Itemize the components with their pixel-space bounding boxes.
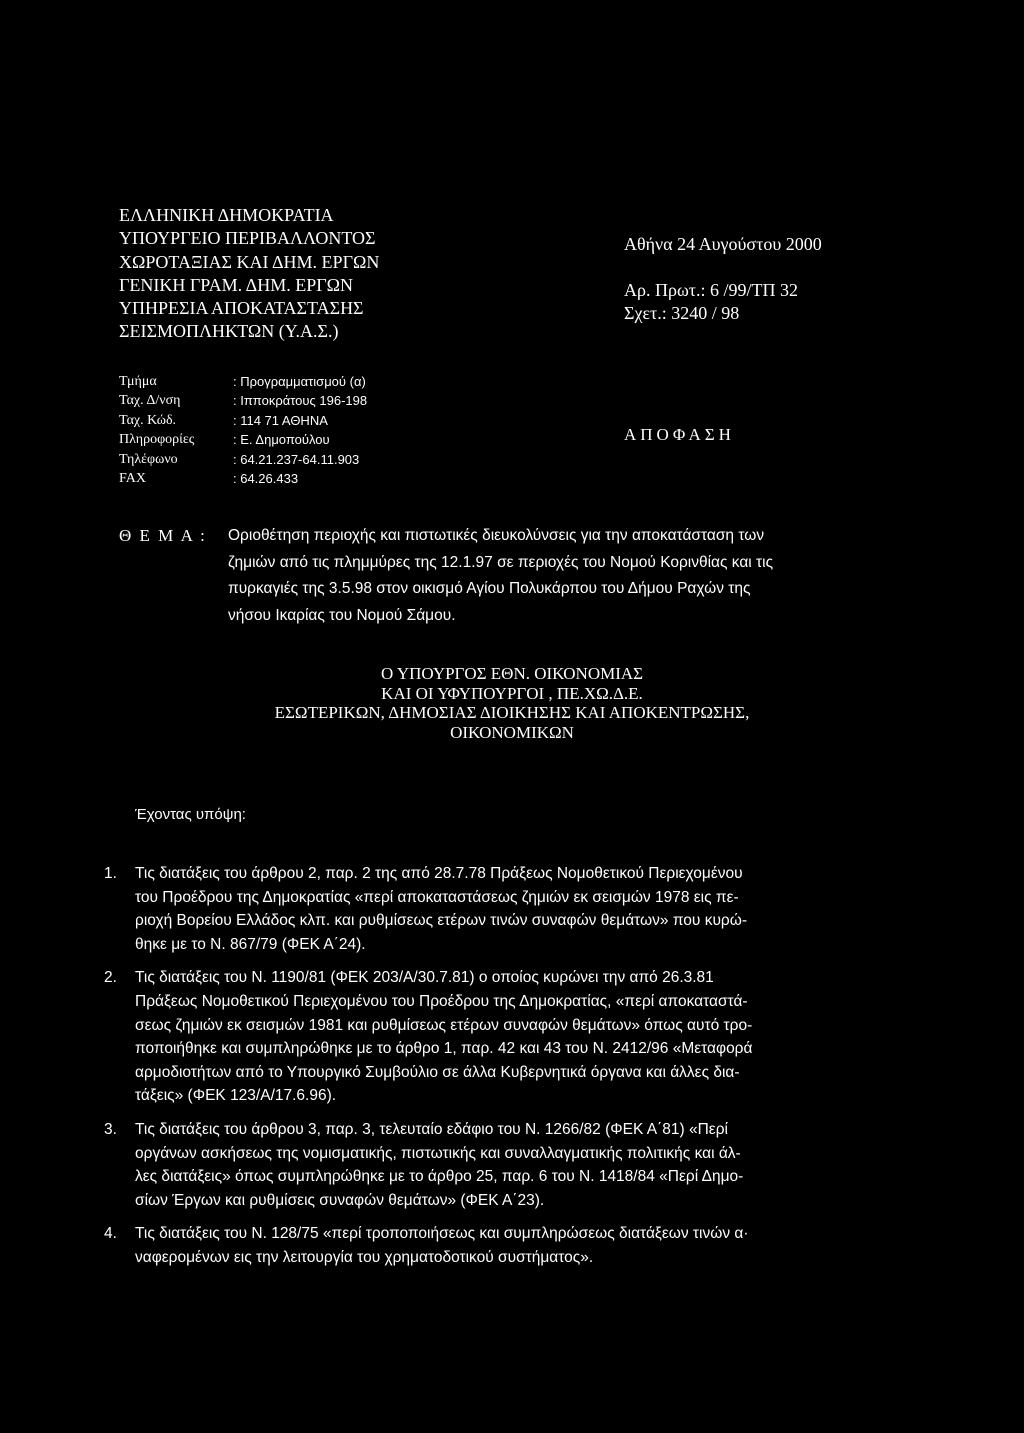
subject-line: ζημιών από τις πλημμύρες της 12.1.97 σε περιοχές του Νομού Κορινθίας και τις [228,553,774,571]
authority-line: ΕΛΛΗΝΙΚΗ ΔΗΜΟΚΡΑΤΙΑ [119,205,334,225]
provision-line: σίων Έργων και ρυθμίσεις συναφών θεμάτων» (ΦΕΚ Α΄23). [135,1191,545,1209]
contact-row [119,430,367,449]
provision-item [104,1118,914,1212]
provision-line: τάξεις» (ΦΕΚ 123/Α/17.6.96). [135,1087,337,1105]
subject-line: νήσου Ικαρίας του Νομού Σάμου. [228,606,456,624]
contact-value: : Ιπποκράτους 196-198 [233,393,368,409]
contact-value: : Προγραμματισμού (α) [233,374,366,389]
authority-line: ΥΠΗΡΕΣΙΑ ΑΠΟΚΑΤΑΣΤΑΣΗΣ [119,298,364,319]
contact-row [119,450,367,469]
contact-label: Ταχ. Κώδ. [119,412,177,428]
contact-label: FAX [119,471,146,487]
contact-value: : 64.26.433 [233,471,299,487]
contact-value: : 64.21.237-64.11.903 [233,451,360,467]
provision-item [104,862,914,956]
provision-line: ποποιήθηκε και συμπληρώθηκε με το άρθρο 1, παρ. 42 και 43 του Ν. 2412/96 «Μεταφορά [135,1040,753,1058]
contact-value: : Ε. Δημοπούλου [233,432,330,448]
minister-line: ΕΣΩΤΕΡΙΚΩΝ, ΔΗΜΟΣΙΑΣ ΔΙΟΙΚΗΣΗΣ ΚΑΙ ΑΠΟΚΕΝΤΡΩΣΗΣ, [274,703,750,722]
provision-line: Τις διατάξεις του άρθρου 3, παρ. 3, τελευταίο εδάφιο του Ν. 1266/82 (ΦΕΚ Α΄81) «Περί [135,1120,728,1138]
contact-row [119,469,367,488]
date-line: Αθήνα 24 Αυγούστου 2000 [624,234,822,254]
having-regard: Έχοντας υπόψη: [135,806,246,823]
provisions-list [104,862,914,1280]
authority-line: ΓΕΝΙΚΗ ΓΡΑΜ. ΔΗΜ. ΕΡΓΩΝ [119,274,354,295]
subject-line: πυρκαγιές της 3.5.98 στον οικισμό Αγίου Πολυκάρπου του Δήμου Ραχών της [228,580,751,598]
provision-line: Τις διατάξεις του άρθρου 2, παρ. 2 της από 28.7.78 Πράξεως Νομοθετικού Περιεχομένου [135,865,743,882]
minister-line: ΚΑΙ ΟΙ ΥΦΥΠΟΥΡΓΟΙ , ΠΕ.ΧΩ.Δ.Ε. [381,683,643,703]
provision-number: 4. [104,1225,117,1243]
authority-line: ΧΩΡΟΤΑΞΙΑΣ ΚΑΙ ΔΗΜ. ΕΡΓΩΝ [119,251,380,272]
subject-label: Θ Ε Μ Α : [119,526,207,545]
contact-value: : 114 71 ΑΘΗΝΑ [233,412,328,428]
authority-line: ΣΕΙΣΜΟΠΛΗΚΤΩΝ (Υ.Α.Σ.) [119,321,339,342]
provision-line: οργάνων ασκήσεως της νομισματικής, πιστωτικής και συναλλαγματικής πολιτικής και άλ- [135,1144,741,1162]
provision-item [104,966,914,1108]
provision-line: λες διατάξεις» όπως συμπληρώθηκε με το άρθρο 25, παρ. 6 του Ν. 1418/84 «Περί Δημο- [135,1168,744,1186]
subject-text [228,523,908,629]
contact-label: Τηλέφωνο [119,451,178,467]
related-reference: Σχετ.: 3240 / 98 [624,303,740,323]
provision-line: Τις διατάξεις του Ν. 128/75 «περί τροποποιήσεως και συμπληρώσεως διατάξεων τινών α· [135,1225,749,1243]
provision-line: ριοχή Βορείου Ελλάδος κλπ. και ρυθμίσεως ετέρων τινών συναφών θεμάτων» που κυρώ- [135,912,748,930]
decision-title: ΑΠΟΦΑΣΗ [624,425,735,444]
provision-line: ναφερομένων εις την λειτουργία του χρηματοδοτικού συστήματος». [135,1248,594,1266]
provision-number: 1. [104,865,117,882]
provision-line: Πράξεως Νομοθετικού Περιεχομένου του Προέδρου της Δημοκρατίας, «περί αποκαταστά- [135,992,748,1010]
contact-row [119,411,367,430]
ministers-heading [0,664,1024,742]
authority-line: ΥΠΟΥΡΓΕΙΟ ΠΕΡΙΒΑΛΛΟΝΤΟΣ [119,228,376,249]
protocol-number: Αρ. Πρωτ.: 6 /99/ΤΠ 32 [624,280,799,300]
provision-line: του Προέδρου της Δημοκρατίας «περί αποκαταστάσεως ζημιών εκ σεισμών 1978 εις πε- [135,888,739,906]
contact-label: Πληροφορίες [119,432,195,448]
contact-label: Ταχ. Δ/νση [119,393,181,409]
provision-line: αρμοδιοτήτων από το Υπουργικό Συμβούλιο σε άλλα Κυβερνητικά όργανα και άλλες δια- [135,1063,740,1081]
contact-row [119,372,367,391]
provision-line: θηκε με το Ν. 867/79 (ΦΕΚ Α΄24). [135,935,366,953]
issuing-authority [119,204,379,344]
provision-item [104,1222,914,1269]
provision-line: Τις διατάξεις του Ν. 1190/81 (ΦΕΚ 203/Α/30.7.81) ο οποίος κυρώνει την από 26.3.81 [135,969,714,987]
minister-line: ΟΙΚΟΝΟΜΙΚΩΝ [450,722,574,742]
contact-label: Τμήμα [119,374,157,389]
provision-line: σεως ζημιών εκ σεισμών 1981 και ρυθμίσεως ετέρων συναφών θεμάτων» όπως αυτό τρο- [135,1016,753,1034]
contact-details [119,372,367,488]
provision-number: 2. [104,969,117,987]
contact-row [119,391,367,410]
provision-number: 3. [104,1120,117,1138]
minister-line: Ο ΥΠΟΥΡΓΟΣ ΕΘΝ. ΟΙΚΟΝΟΜΙΑΣ [380,664,644,683]
subject-line: Οριοθέτηση περιοχής και πιστωτικές διευκολύνσεις για την αποκατάσταση των [228,527,765,544]
